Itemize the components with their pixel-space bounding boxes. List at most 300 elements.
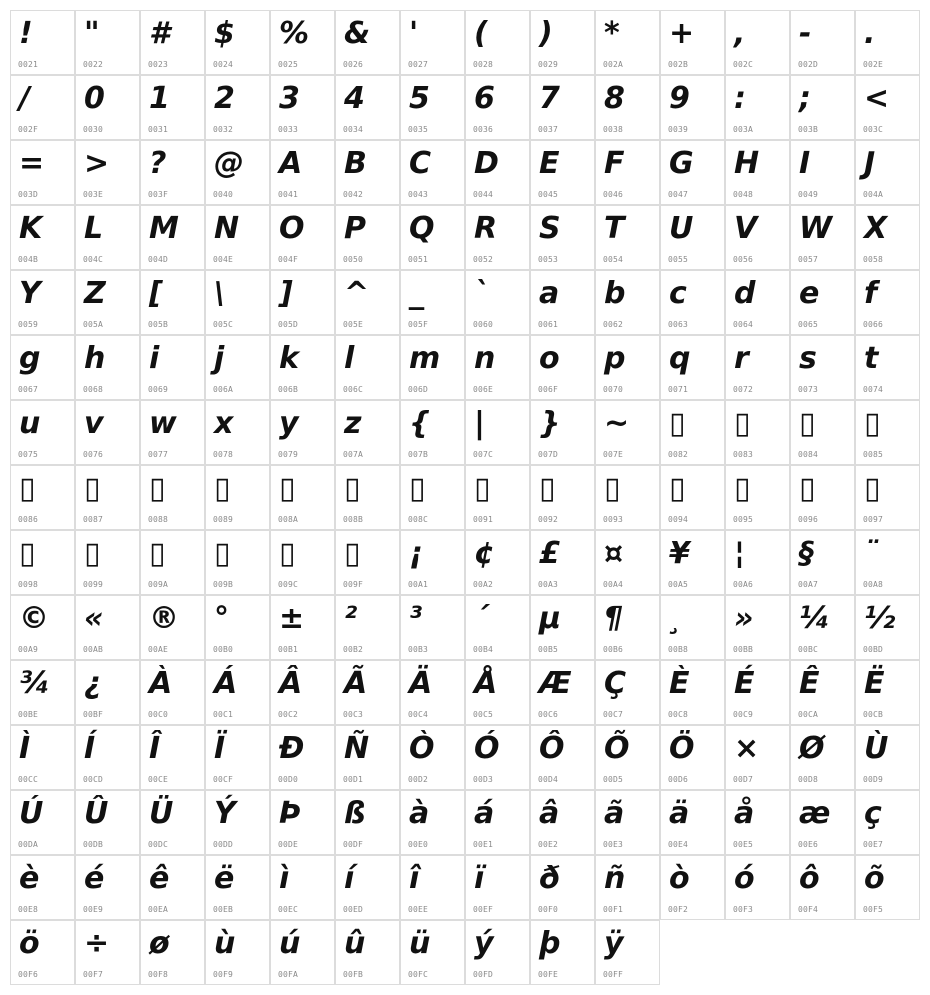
glyph-char: ä bbox=[669, 796, 690, 831]
glyph-char: k bbox=[279, 341, 299, 376]
glyph-char: r bbox=[734, 341, 749, 376]
glyph-char: ß bbox=[344, 796, 366, 831]
glyph-code: 0098 bbox=[18, 580, 39, 589]
glyph-cell bbox=[855, 790, 920, 855]
glyph-code: 0054 bbox=[603, 255, 624, 264]
glyph-char: Q bbox=[409, 211, 435, 246]
glyph-cell bbox=[725, 595, 790, 660]
glyph-char: ë bbox=[214, 861, 235, 896]
glyph-char: ▯ bbox=[84, 471, 101, 506]
glyph-char: * bbox=[604, 16, 620, 51]
glyph-code: 00C1 bbox=[213, 710, 234, 719]
glyph-char: ÷ bbox=[84, 926, 110, 961]
glyph-cell bbox=[530, 465, 595, 530]
glyph-cell bbox=[660, 75, 725, 140]
glyph-code: 0035 bbox=[408, 125, 429, 134]
glyph-cell bbox=[335, 790, 400, 855]
glyph-code: 00DC bbox=[148, 840, 169, 849]
glyph-cell bbox=[140, 270, 205, 335]
glyph-cell bbox=[270, 790, 335, 855]
glyph-code: 00B6 bbox=[603, 645, 624, 654]
glyph-cell bbox=[465, 530, 530, 595]
glyph-code: 0087 bbox=[83, 515, 104, 524]
glyph-char: 7 bbox=[539, 81, 560, 116]
glyph-code: 002A bbox=[603, 60, 624, 69]
glyph-char: ö bbox=[19, 926, 40, 961]
glyph-char: ▯ bbox=[279, 471, 296, 506]
glyph-code: 009F bbox=[343, 580, 364, 589]
glyph-cell bbox=[855, 855, 920, 920]
glyph-cell bbox=[270, 335, 335, 400]
glyph-char: Ï bbox=[214, 731, 226, 766]
glyph-char: é bbox=[84, 861, 105, 896]
glyph-code: 0049 bbox=[798, 190, 819, 199]
glyph-char: à bbox=[409, 796, 430, 831]
glyph-code: 0037 bbox=[538, 125, 559, 134]
glyph-char: ¦ bbox=[734, 536, 745, 571]
glyph-cell bbox=[140, 205, 205, 270]
glyph-char: P bbox=[344, 211, 366, 246]
glyph-code: 006D bbox=[408, 385, 429, 394]
glyph-char: > bbox=[84, 146, 110, 181]
glyph-char: ³ bbox=[409, 601, 423, 636]
glyph-code: 004E bbox=[213, 255, 234, 264]
glyph-cell bbox=[75, 660, 140, 725]
glyph-cell bbox=[790, 595, 855, 660]
glyph-code: 005D bbox=[278, 320, 299, 329]
glyph-cell bbox=[465, 270, 530, 335]
glyph-code: 0068 bbox=[83, 385, 104, 394]
glyph-cell bbox=[140, 920, 205, 985]
glyph-char: ¥ bbox=[669, 536, 690, 571]
glyph-code: 007D bbox=[538, 450, 559, 459]
glyph-code: 004D bbox=[148, 255, 169, 264]
glyph-code: 00F4 bbox=[798, 905, 819, 914]
glyph-code: 0075 bbox=[18, 450, 39, 459]
glyph-char: Û bbox=[84, 796, 109, 831]
glyph-char: ▯ bbox=[604, 471, 621, 506]
glyph-char: C bbox=[409, 146, 432, 181]
glyph-code: 0033 bbox=[278, 125, 299, 134]
glyph-cell bbox=[790, 205, 855, 270]
glyph-cell bbox=[10, 920, 75, 985]
glyph-code: 0088 bbox=[148, 515, 169, 524]
glyph-code: 006E bbox=[473, 385, 494, 394]
glyph-cell bbox=[400, 465, 465, 530]
glyph-char: ' bbox=[409, 16, 419, 51]
glyph-char: 3 bbox=[279, 81, 300, 116]
glyph-char: ^ bbox=[344, 276, 370, 311]
glyph-cell bbox=[530, 140, 595, 205]
glyph-cell bbox=[10, 205, 75, 270]
glyph-char: N bbox=[214, 211, 240, 246]
glyph-cell bbox=[660, 10, 725, 75]
glyph-code: 0064 bbox=[733, 320, 754, 329]
glyph-char: - bbox=[799, 16, 812, 51]
glyph-cell bbox=[855, 270, 920, 335]
glyph-cell bbox=[335, 400, 400, 465]
glyph-code: 002D bbox=[798, 60, 819, 69]
glyph-code: 0084 bbox=[798, 450, 819, 459]
glyph-code: 0040 bbox=[213, 190, 234, 199]
glyph-char: ▯ bbox=[864, 406, 881, 441]
glyph-cell bbox=[10, 660, 75, 725]
glyph-char: Ó bbox=[474, 731, 500, 766]
glyph-cell bbox=[400, 530, 465, 595]
glyph-cell bbox=[790, 335, 855, 400]
glyph-cell bbox=[270, 920, 335, 985]
glyph-char: w bbox=[149, 406, 177, 441]
glyph-cell bbox=[205, 530, 270, 595]
glyph-char: ² bbox=[344, 601, 358, 636]
glyph-char: ▯ bbox=[799, 406, 816, 441]
glyph-code: 00FD bbox=[473, 970, 494, 979]
glyph-char: S bbox=[539, 211, 561, 246]
glyph-cell bbox=[660, 660, 725, 725]
glyph-code: 009C bbox=[278, 580, 299, 589]
glyph-char: ▯ bbox=[84, 536, 101, 571]
glyph-code: 00C7 bbox=[603, 710, 624, 719]
glyph-char: í bbox=[344, 861, 355, 896]
glyph-cell bbox=[10, 140, 75, 205]
glyph-char: ▯ bbox=[19, 536, 36, 571]
glyph-code: 00EB bbox=[213, 905, 234, 914]
glyph-code: 00CF bbox=[213, 775, 234, 784]
glyph-cell bbox=[725, 75, 790, 140]
glyph-char: « bbox=[84, 601, 104, 636]
glyph-code: 00FF bbox=[603, 970, 624, 979]
glyph-cell bbox=[790, 400, 855, 465]
glyph-code: 0083 bbox=[733, 450, 754, 459]
glyph-char: d bbox=[734, 276, 756, 311]
glyph-cell bbox=[660, 530, 725, 595]
glyph-cell bbox=[855, 10, 920, 75]
glyph-code: 005C bbox=[213, 320, 234, 329]
glyph-char: Ñ bbox=[344, 731, 370, 766]
glyph-code: 00DE bbox=[278, 840, 299, 849]
glyph-cell bbox=[400, 75, 465, 140]
glyph-cell bbox=[335, 465, 400, 530]
glyph-char: î bbox=[409, 861, 420, 896]
glyph-cell bbox=[75, 595, 140, 660]
glyph-char: f bbox=[864, 276, 878, 311]
glyph-code: 0077 bbox=[148, 450, 169, 459]
glyph-code: 00DB bbox=[83, 840, 104, 849]
glyph-code: 00F0 bbox=[538, 905, 559, 914]
glyph-cell bbox=[335, 920, 400, 985]
glyph-char: § bbox=[799, 536, 814, 571]
glyph-char: ▯ bbox=[864, 471, 881, 506]
glyph-char: T bbox=[604, 211, 625, 246]
glyph-char: 4 bbox=[344, 81, 365, 116]
glyph-char: ¤ bbox=[604, 536, 624, 571]
glyph-code: 00E8 bbox=[18, 905, 39, 914]
glyph-code: 00E6 bbox=[798, 840, 819, 849]
glyph-code: 00C8 bbox=[668, 710, 689, 719]
glyph-code: 00C2 bbox=[278, 710, 299, 719]
glyph-cell bbox=[725, 270, 790, 335]
glyph-cell bbox=[660, 140, 725, 205]
glyph-code: 00C3 bbox=[343, 710, 364, 719]
glyph-cell bbox=[790, 465, 855, 530]
glyph-char: x bbox=[214, 406, 234, 441]
glyph-code: 00BC bbox=[798, 645, 819, 654]
glyph-cell bbox=[595, 790, 660, 855]
glyph-char: ç bbox=[864, 796, 882, 831]
glyph-code: 00BB bbox=[733, 645, 754, 654]
glyph-cell bbox=[855, 465, 920, 530]
glyph-code: 00E0 bbox=[408, 840, 429, 849]
glyph-char: , bbox=[734, 16, 746, 51]
glyph-cell bbox=[855, 205, 920, 270]
glyph-cell bbox=[400, 595, 465, 660]
glyph-cell bbox=[270, 660, 335, 725]
glyph-char: ý bbox=[474, 926, 494, 961]
glyph-code: 00AB bbox=[83, 645, 104, 654]
glyph-char: Â bbox=[279, 666, 303, 701]
glyph-cell bbox=[10, 855, 75, 920]
glyph-char: À bbox=[149, 666, 173, 701]
glyph-char: 9 bbox=[669, 81, 690, 116]
glyph-char: o bbox=[539, 341, 560, 376]
glyph-code: 00F2 bbox=[668, 905, 689, 914]
glyph-code: 00A3 bbox=[538, 580, 559, 589]
glyph-cell bbox=[790, 660, 855, 725]
glyph-code: 00F7 bbox=[83, 970, 104, 979]
glyph-code: 0076 bbox=[83, 450, 104, 459]
glyph-char: Ë bbox=[864, 666, 885, 701]
glyph-code: 0027 bbox=[408, 60, 429, 69]
glyph-char: Ê bbox=[799, 666, 820, 701]
glyph-code: 0062 bbox=[603, 320, 624, 329]
glyph-char: 6 bbox=[474, 81, 495, 116]
glyph-code: 00ED bbox=[343, 905, 364, 914]
glyph-cell bbox=[855, 530, 920, 595]
glyph-code: 0041 bbox=[278, 190, 299, 199]
glyph-code: 0059 bbox=[18, 320, 39, 329]
glyph-char: ± bbox=[279, 601, 305, 636]
glyph-cell bbox=[335, 660, 400, 725]
glyph-cell bbox=[725, 855, 790, 920]
glyph-cell bbox=[725, 10, 790, 75]
glyph-char: \ bbox=[214, 276, 225, 311]
glyph-char: Ä bbox=[409, 666, 433, 701]
glyph-cell bbox=[465, 725, 530, 790]
glyph-code: 0031 bbox=[148, 125, 169, 134]
glyph-code: 0052 bbox=[473, 255, 494, 264]
glyph-code: 00FB bbox=[343, 970, 364, 979]
glyph-code: 00F1 bbox=[603, 905, 624, 914]
glyph-code: 0034 bbox=[343, 125, 364, 134]
glyph-char: ( bbox=[474, 16, 488, 51]
glyph-cell bbox=[725, 660, 790, 725]
glyph-cell bbox=[595, 140, 660, 205]
glyph-char: M bbox=[149, 211, 179, 246]
glyph-char: ▯ bbox=[19, 471, 36, 506]
glyph-code: 00B5 bbox=[538, 645, 559, 654]
glyph-cell bbox=[205, 140, 270, 205]
glyph-code: 00E9 bbox=[83, 905, 104, 914]
glyph-char: 0 bbox=[84, 81, 105, 116]
glyph-char: h bbox=[84, 341, 106, 376]
glyph-char: ¿ bbox=[84, 666, 102, 701]
glyph-code: 00C9 bbox=[733, 710, 754, 719]
glyph-cell bbox=[270, 465, 335, 530]
glyph-char: ) bbox=[539, 16, 553, 51]
glyph-code: 00CC bbox=[18, 775, 39, 784]
glyph-char: å bbox=[734, 796, 755, 831]
glyph-char: 2 bbox=[214, 81, 235, 116]
glyph-cell bbox=[790, 790, 855, 855]
glyph-char: R bbox=[474, 211, 498, 246]
glyph-cell bbox=[725, 140, 790, 205]
glyph-cell bbox=[855, 335, 920, 400]
glyph-char: Å bbox=[474, 666, 498, 701]
glyph-cell bbox=[855, 140, 920, 205]
glyph-cell bbox=[140, 75, 205, 140]
glyph-code: 0070 bbox=[603, 385, 624, 394]
glyph-code: 007B bbox=[408, 450, 429, 459]
glyph-char: Õ bbox=[604, 731, 630, 766]
glyph-code: 00D5 bbox=[603, 775, 624, 784]
glyph-code: 00B0 bbox=[213, 645, 234, 654]
glyph-char: ´ bbox=[474, 601, 489, 636]
glyph-char: ù bbox=[214, 926, 236, 961]
glyph-code: 0066 bbox=[863, 320, 884, 329]
glyph-code: 0030 bbox=[83, 125, 104, 134]
glyph-char: U bbox=[669, 211, 694, 246]
glyph-cell bbox=[855, 725, 920, 790]
glyph-char: E bbox=[539, 146, 560, 181]
glyph-code: 00EF bbox=[473, 905, 494, 914]
glyph-cell bbox=[75, 10, 140, 75]
glyph-char: ▯ bbox=[669, 471, 686, 506]
glyph-cell bbox=[10, 530, 75, 595]
glyph-char: A bbox=[279, 146, 303, 181]
glyph-char: Ç bbox=[604, 666, 627, 701]
glyph-char: y bbox=[279, 406, 299, 441]
glyph-cell bbox=[140, 140, 205, 205]
glyph-char: ¢ bbox=[474, 536, 495, 571]
glyph-char: b bbox=[604, 276, 626, 311]
glyph-cell bbox=[660, 270, 725, 335]
glyph-cell bbox=[400, 335, 465, 400]
glyph-code: 00FA bbox=[278, 970, 299, 979]
glyph-char: ü bbox=[409, 926, 431, 961]
glyph-char: n bbox=[474, 341, 496, 376]
glyph-char: ? bbox=[149, 146, 167, 181]
glyph-char: è bbox=[19, 861, 40, 896]
glyph-cell bbox=[335, 140, 400, 205]
glyph-cell bbox=[725, 335, 790, 400]
glyph-code: 0093 bbox=[603, 515, 624, 524]
glyph-char: ▯ bbox=[149, 536, 166, 571]
glyph-code: 0055 bbox=[668, 255, 689, 264]
glyph-code: 0067 bbox=[18, 385, 39, 394]
glyph-code: 007C bbox=[473, 450, 494, 459]
glyph-code: 00D0 bbox=[278, 775, 299, 784]
glyph-cell bbox=[205, 660, 270, 725]
glyph-cell bbox=[205, 595, 270, 660]
glyph-char: [ bbox=[149, 276, 163, 311]
glyph-char: × bbox=[734, 731, 760, 766]
glyph-cell bbox=[400, 660, 465, 725]
glyph-cell bbox=[205, 920, 270, 985]
glyph-code: 007E bbox=[603, 450, 624, 459]
glyph-char: W bbox=[799, 211, 833, 246]
glyph-char: ▯ bbox=[409, 471, 426, 506]
glyph-cell bbox=[140, 530, 205, 595]
glyph-code: 0038 bbox=[603, 125, 624, 134]
glyph-cell bbox=[530, 205, 595, 270]
glyph-cell bbox=[10, 10, 75, 75]
glyph-char: p bbox=[604, 341, 626, 376]
glyph-cell bbox=[205, 75, 270, 140]
glyph-code: 0043 bbox=[408, 190, 429, 199]
glyph-char: ! bbox=[19, 16, 33, 51]
glyph-code: 00FE bbox=[538, 970, 559, 979]
glyph-cell bbox=[530, 920, 595, 985]
glyph-char: µ bbox=[539, 601, 562, 636]
glyph-char: V bbox=[734, 211, 758, 246]
glyph-char: & bbox=[344, 16, 371, 51]
glyph-char: Z bbox=[84, 276, 106, 311]
glyph-char: æ bbox=[799, 796, 831, 831]
glyph-char: # bbox=[149, 16, 170, 51]
glyph-char: ô bbox=[799, 861, 820, 896]
glyph-char: ~ bbox=[604, 406, 630, 441]
glyph-cell bbox=[75, 790, 140, 855]
glyph-cell bbox=[335, 530, 400, 595]
glyph-code: 00D2 bbox=[408, 775, 429, 784]
glyph-cell bbox=[270, 725, 335, 790]
glyph-code: 0063 bbox=[668, 320, 689, 329]
glyph-code: 00A9 bbox=[18, 645, 39, 654]
glyph-code: 007A bbox=[343, 450, 364, 459]
glyph-code: 0078 bbox=[213, 450, 234, 459]
glyph-cell bbox=[270, 595, 335, 660]
glyph-cell bbox=[660, 400, 725, 465]
glyph-cell bbox=[335, 595, 400, 660]
glyph-char: } bbox=[539, 406, 561, 441]
glyph-code: 00E1 bbox=[473, 840, 494, 849]
glyph-char: $ bbox=[214, 16, 235, 51]
glyph-char: ó bbox=[734, 861, 755, 896]
glyph-char: Ù bbox=[864, 731, 889, 766]
glyph-cell bbox=[465, 595, 530, 660]
glyph-code: 00CE bbox=[148, 775, 169, 784]
glyph-cell bbox=[140, 595, 205, 660]
glyph-cell bbox=[595, 725, 660, 790]
glyph-cell bbox=[530, 10, 595, 75]
glyph-code: 0085 bbox=[863, 450, 884, 459]
glyph-cell bbox=[790, 270, 855, 335]
glyph-cell bbox=[595, 75, 660, 140]
glyph-cell bbox=[465, 75, 530, 140]
glyph-cell bbox=[725, 530, 790, 595]
glyph-char: ¨ bbox=[864, 536, 879, 571]
glyph-code: 0094 bbox=[668, 515, 689, 524]
glyph-code: 00A2 bbox=[473, 580, 494, 589]
glyph-char: c bbox=[669, 276, 687, 311]
glyph-char: ñ bbox=[604, 861, 626, 896]
glyph-cell bbox=[855, 595, 920, 660]
glyph-char: ▯ bbox=[279, 536, 296, 571]
glyph-code: 0072 bbox=[733, 385, 754, 394]
glyph-code: 00E3 bbox=[603, 840, 624, 849]
glyph-char: Ò bbox=[409, 731, 435, 766]
glyph-cell bbox=[530, 75, 595, 140]
